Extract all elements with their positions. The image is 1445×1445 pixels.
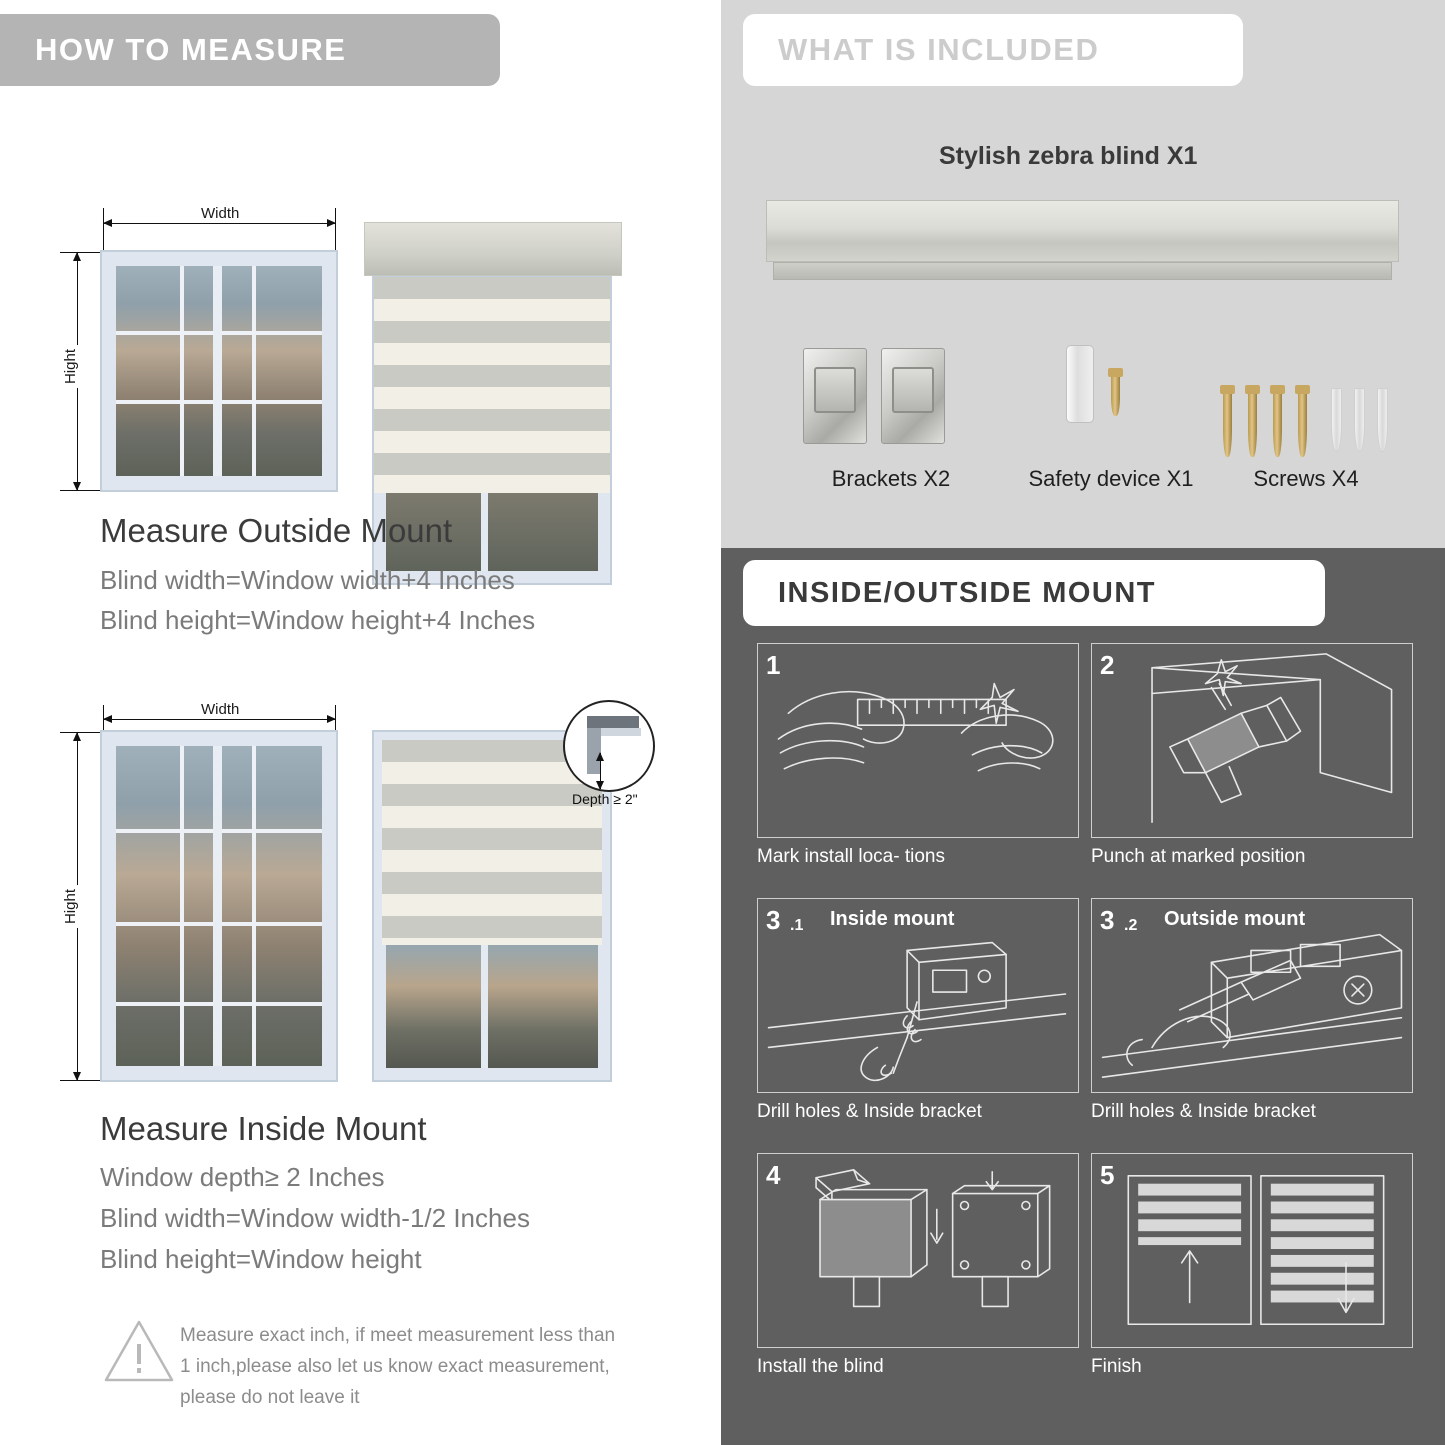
bracket-icon-2 [881, 348, 945, 444]
anchor-icon-3 [1377, 388, 1388, 452]
step-2-number: 2 [1100, 650, 1115, 680]
window-graphic-inside [100, 730, 338, 1082]
step-4-box [757, 1153, 1079, 1348]
depth-callout-circle [563, 700, 655, 792]
step-3-1-number: 3 [766, 905, 781, 935]
step-4-caption: Install the blind [757, 1356, 884, 1377]
inside-outside-mount-title: INSIDE/OUTSIDE MOUNT [743, 560, 1325, 626]
width-tick-right [335, 208, 336, 254]
brackets-label: Brackets X2 [831, 466, 951, 491]
step-4-sketch [758, 1154, 1078, 1347]
safety-device-icon [1066, 345, 1094, 423]
zebra-fabric [374, 277, 610, 493]
window-graphic [100, 250, 338, 492]
outside-mount-line-2: Blind height=Window height+4 Inches [100, 605, 536, 635]
step-1-box [757, 643, 1079, 838]
step-3-2-inline-label: Outside mount [1164, 908, 1306, 930]
main-item-label: Stylish zebra blind X1 [939, 142, 1198, 170]
step-4-number: 4 [766, 1160, 781, 1190]
depth-arrow [600, 753, 601, 789]
step-5-sketch [1092, 1154, 1412, 1347]
zebra-blind-headrail-graphic [766, 200, 1399, 262]
step-3-2-subnumber: .2 [1124, 917, 1138, 934]
warning-text: Measure exact inch, if meet measurement less than 1 inch,please also let us know exact measurement, please do not leave it [180, 1325, 616, 1408]
outside-mount-line-1: Blind width=Window width+4 Inches [100, 565, 515, 595]
zebra-fabric-inside [382, 740, 602, 945]
step-1-number: 1 [766, 650, 781, 680]
blind-headrail [364, 222, 622, 276]
screw-icon-3 [1273, 385, 1282, 457]
how-to-measure-title: HOW TO MEASURE [0, 14, 500, 86]
step-3-2-caption: Drill holes & Inside bracket [1091, 1101, 1316, 1122]
step-3-1-subnumber: .1 [790, 917, 804, 934]
width-arrow [104, 223, 335, 224]
depth-label: Depth ≥ 2" [572, 791, 638, 807]
inside-mount-line-3: Blind height=Window height [100, 1244, 422, 1274]
inside-width-arrow [104, 719, 335, 720]
outside-mount-heading: Measure Outside Mount [100, 512, 453, 549]
step-3-1-box [757, 898, 1079, 1093]
how-to-measure-panel [0, 0, 713, 1445]
bracket-icon-1 [803, 348, 867, 444]
outside-mount-illustration [0, 100, 713, 520]
step-2-box [1091, 643, 1413, 838]
outside-width-label: Width [197, 205, 243, 222]
what-is-included-title: WHAT IS INCLUDED [743, 14, 1243, 86]
step-3-1-caption: Drill holes & Inside bracket [757, 1101, 982, 1122]
what-is-included-panel [721, 0, 1445, 548]
zebra-blind-headrail-base [773, 262, 1392, 280]
step-5-box [1091, 1153, 1413, 1348]
inside-mount-heading: Measure Inside Mount [100, 1110, 427, 1147]
step-5-caption: Finish [1091, 1356, 1142, 1377]
inside-outside-mount-panel [721, 548, 1445, 1445]
outside-height-label: Hight [62, 345, 79, 388]
inside-mount-line-2: Blind width=Window width-1/2 Inches [100, 1203, 530, 1233]
step-1-sketch [758, 644, 1078, 837]
step-3-2-number: 3 [1100, 905, 1115, 935]
step-2-sketch [1092, 644, 1412, 837]
step-3-1-inline-label: Inside mount [830, 908, 955, 930]
step-1-caption: Mark install loca- tions [757, 846, 945, 867]
anchor-icon-2 [1354, 388, 1365, 452]
screws-label: Screws X4 [1253, 466, 1359, 491]
width-tick-left [103, 208, 104, 254]
window-glass-inside [116, 746, 322, 1066]
screw-icon-2 [1248, 385, 1257, 457]
step-3-1-sketch [758, 899, 1078, 1092]
step-3-2-box [1091, 898, 1413, 1093]
blind-window-glass-inside [386, 942, 598, 1068]
inside-width-label: Width [197, 701, 243, 718]
safety-device-label: Safety device X1 [1028, 466, 1194, 491]
step-5-number: 5 [1100, 1160, 1115, 1190]
anchor-icon-1 [1331, 388, 1342, 452]
window-glass [116, 266, 322, 476]
step-2-caption: Punch at marked position [1091, 846, 1306, 867]
screw-icon-4 [1298, 385, 1307, 457]
inside-height-label: Hight [62, 885, 79, 928]
screw-icon-1 [1223, 385, 1232, 457]
step-3-2-sketch [1092, 899, 1412, 1092]
inside-mount-illustration [0, 695, 713, 1115]
safety-screw-icon [1111, 368, 1120, 416]
warning-triangle-icon [104, 1318, 174, 1384]
inside-mount-line-1: Window depth≥ 2 Inches [100, 1162, 385, 1192]
